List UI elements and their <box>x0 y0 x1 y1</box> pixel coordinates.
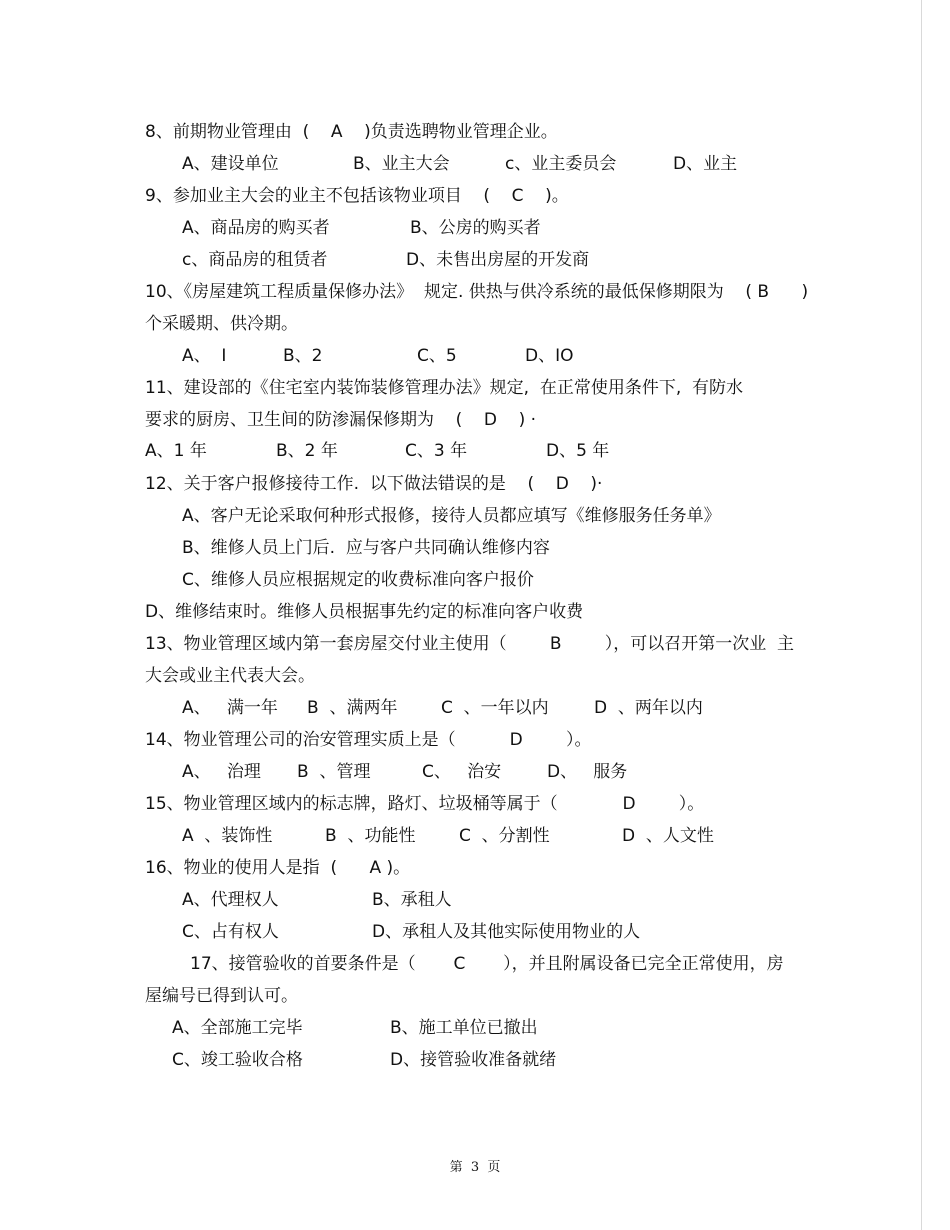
question-12-stem: 12、关于客户报修接待工作. 以下做法错误的是 ( D )· <box>145 474 603 494</box>
question-14-option-c: C、 治安 <box>422 762 502 782</box>
question-9-option-b: B、公房的购买者 <box>410 218 541 238</box>
question-9-stem: 9、参加业主大会的业主不包括该物业项目 ( C )。 <box>145 186 569 206</box>
page-number-footer: 第 3 页 <box>449 1160 501 1175</box>
question-10-option-c: C、5 <box>417 346 457 366</box>
question-8-stem: 8、前期物业管理由 ( A )负责选聘物业管理企业。 <box>145 122 558 142</box>
question-10-option-d: D、IO <box>525 346 574 366</box>
question-12-option-d: D、维修结束时。维修人员根据事先约定的标准向客户收费 <box>145 602 584 622</box>
question-9-option-a: A、商品房的购买者 <box>182 218 330 238</box>
question-10-stem-line-1: 10、《房屋建筑工程质量保修办法》 规定. 供热与供冷系统的最低保修期限为 ( B ) <box>145 282 809 302</box>
question-11-option-c: C、3 年 <box>405 441 468 461</box>
question-16-option-d: D、承租人及其他实际使用物业的人 <box>372 922 641 942</box>
question-15-option-a: A 、装饰性 <box>182 826 273 846</box>
question-9-option-d: D、未售出房屋的开发商 <box>406 250 590 270</box>
question-12-option-a: A、客户无论采取何种形式报修，接待人员都应填写《维修服务任务单》 <box>182 506 721 526</box>
question-15-stem: 15、物业管理区域内的标志牌，路灯、垃圾桶等属于（ D ）。 <box>145 794 705 814</box>
question-16-option-a: A、代理权人 <box>182 890 279 910</box>
question-17-option-c: C、竣工验收合格 <box>172 1050 303 1070</box>
question-8-option-a: A、建设单位 <box>182 154 279 174</box>
question-14-stem: 14、物业管理公司的治安管理实质上是（ D ）。 <box>145 730 592 750</box>
question-9-option-c: c、商品房的租赁者 <box>182 250 328 270</box>
question-14-option-d: D、 服务 <box>547 762 628 782</box>
question-13-option-d: D 、两年以内 <box>594 698 703 718</box>
question-14-option-a: A、 治理 <box>182 762 261 782</box>
question-8-option-d: D、业主 <box>673 154 738 174</box>
question-17-stem-line-2: 屋编号已得到认可。 <box>145 986 298 1006</box>
question-14-option-b: B 、管理 <box>297 762 371 782</box>
question-13-stem-line-2: 大会或业主代表大会。 <box>145 666 315 686</box>
question-13-option-b: B 、满两年 <box>307 698 398 718</box>
question-11-stem-line-2: 要求的厨房、卫生间的防渗漏保修期为 ( D ) · <box>145 410 537 430</box>
question-17-stem-line-1: 17、接管验收的首要条件是（ C ），并且附属设备已完全正常使用，房 <box>190 954 784 974</box>
question-8-option-b: B、业主大会 <box>353 154 450 174</box>
page-edge-divider <box>921 0 922 1230</box>
question-11-option-a: A、1 年 <box>145 441 207 461</box>
question-10-option-a: A、 I <box>182 346 227 366</box>
question-17-option-d: D、接管验收准备就绪 <box>390 1050 557 1070</box>
question-17-option-b: B、施工单位已撤出 <box>390 1018 538 1038</box>
question-10-stem-line-2: 个采暖期、供冷期。 <box>145 314 298 334</box>
question-8-option-c: c、业主委员会 <box>505 154 617 174</box>
question-16-stem: 16、物业的使用人是指 ( A )。 <box>145 858 411 878</box>
question-11-option-d: D、5 年 <box>546 441 610 461</box>
question-17-option-a: A、全部施工完毕 <box>172 1018 303 1038</box>
question-10-option-b: B、2 <box>283 346 323 366</box>
question-13-option-c: C 、一年以内 <box>441 698 549 718</box>
question-12-option-c: C、维修人员应根据规定的收费标准向客户报价 <box>182 570 534 590</box>
question-15-option-d: D 、人文性 <box>622 826 714 846</box>
question-16-option-b: B、承租人 <box>372 890 452 910</box>
question-12-option-b: B、维修人员上门后. 应与客户共同确认维修内容 <box>182 538 550 558</box>
question-16-option-c: C、占有权人 <box>182 922 279 942</box>
question-11-option-b: B、2 年 <box>276 441 338 461</box>
question-15-option-b: B 、功能性 <box>325 826 416 846</box>
question-13-option-a: A、 满一年 <box>182 698 278 718</box>
question-13-stem-line-1: 13、物业管理区域内第一套房屋交付业主使用（ B ），可以召开第一次业 主 <box>145 634 795 654</box>
question-11-stem-line-1: 11、建设部的《住宅室内装饰装修管理办法》规定, 在正常使用条件下, 有防水 <box>145 378 744 398</box>
question-15-option-c: C 、分割性 <box>459 826 550 846</box>
